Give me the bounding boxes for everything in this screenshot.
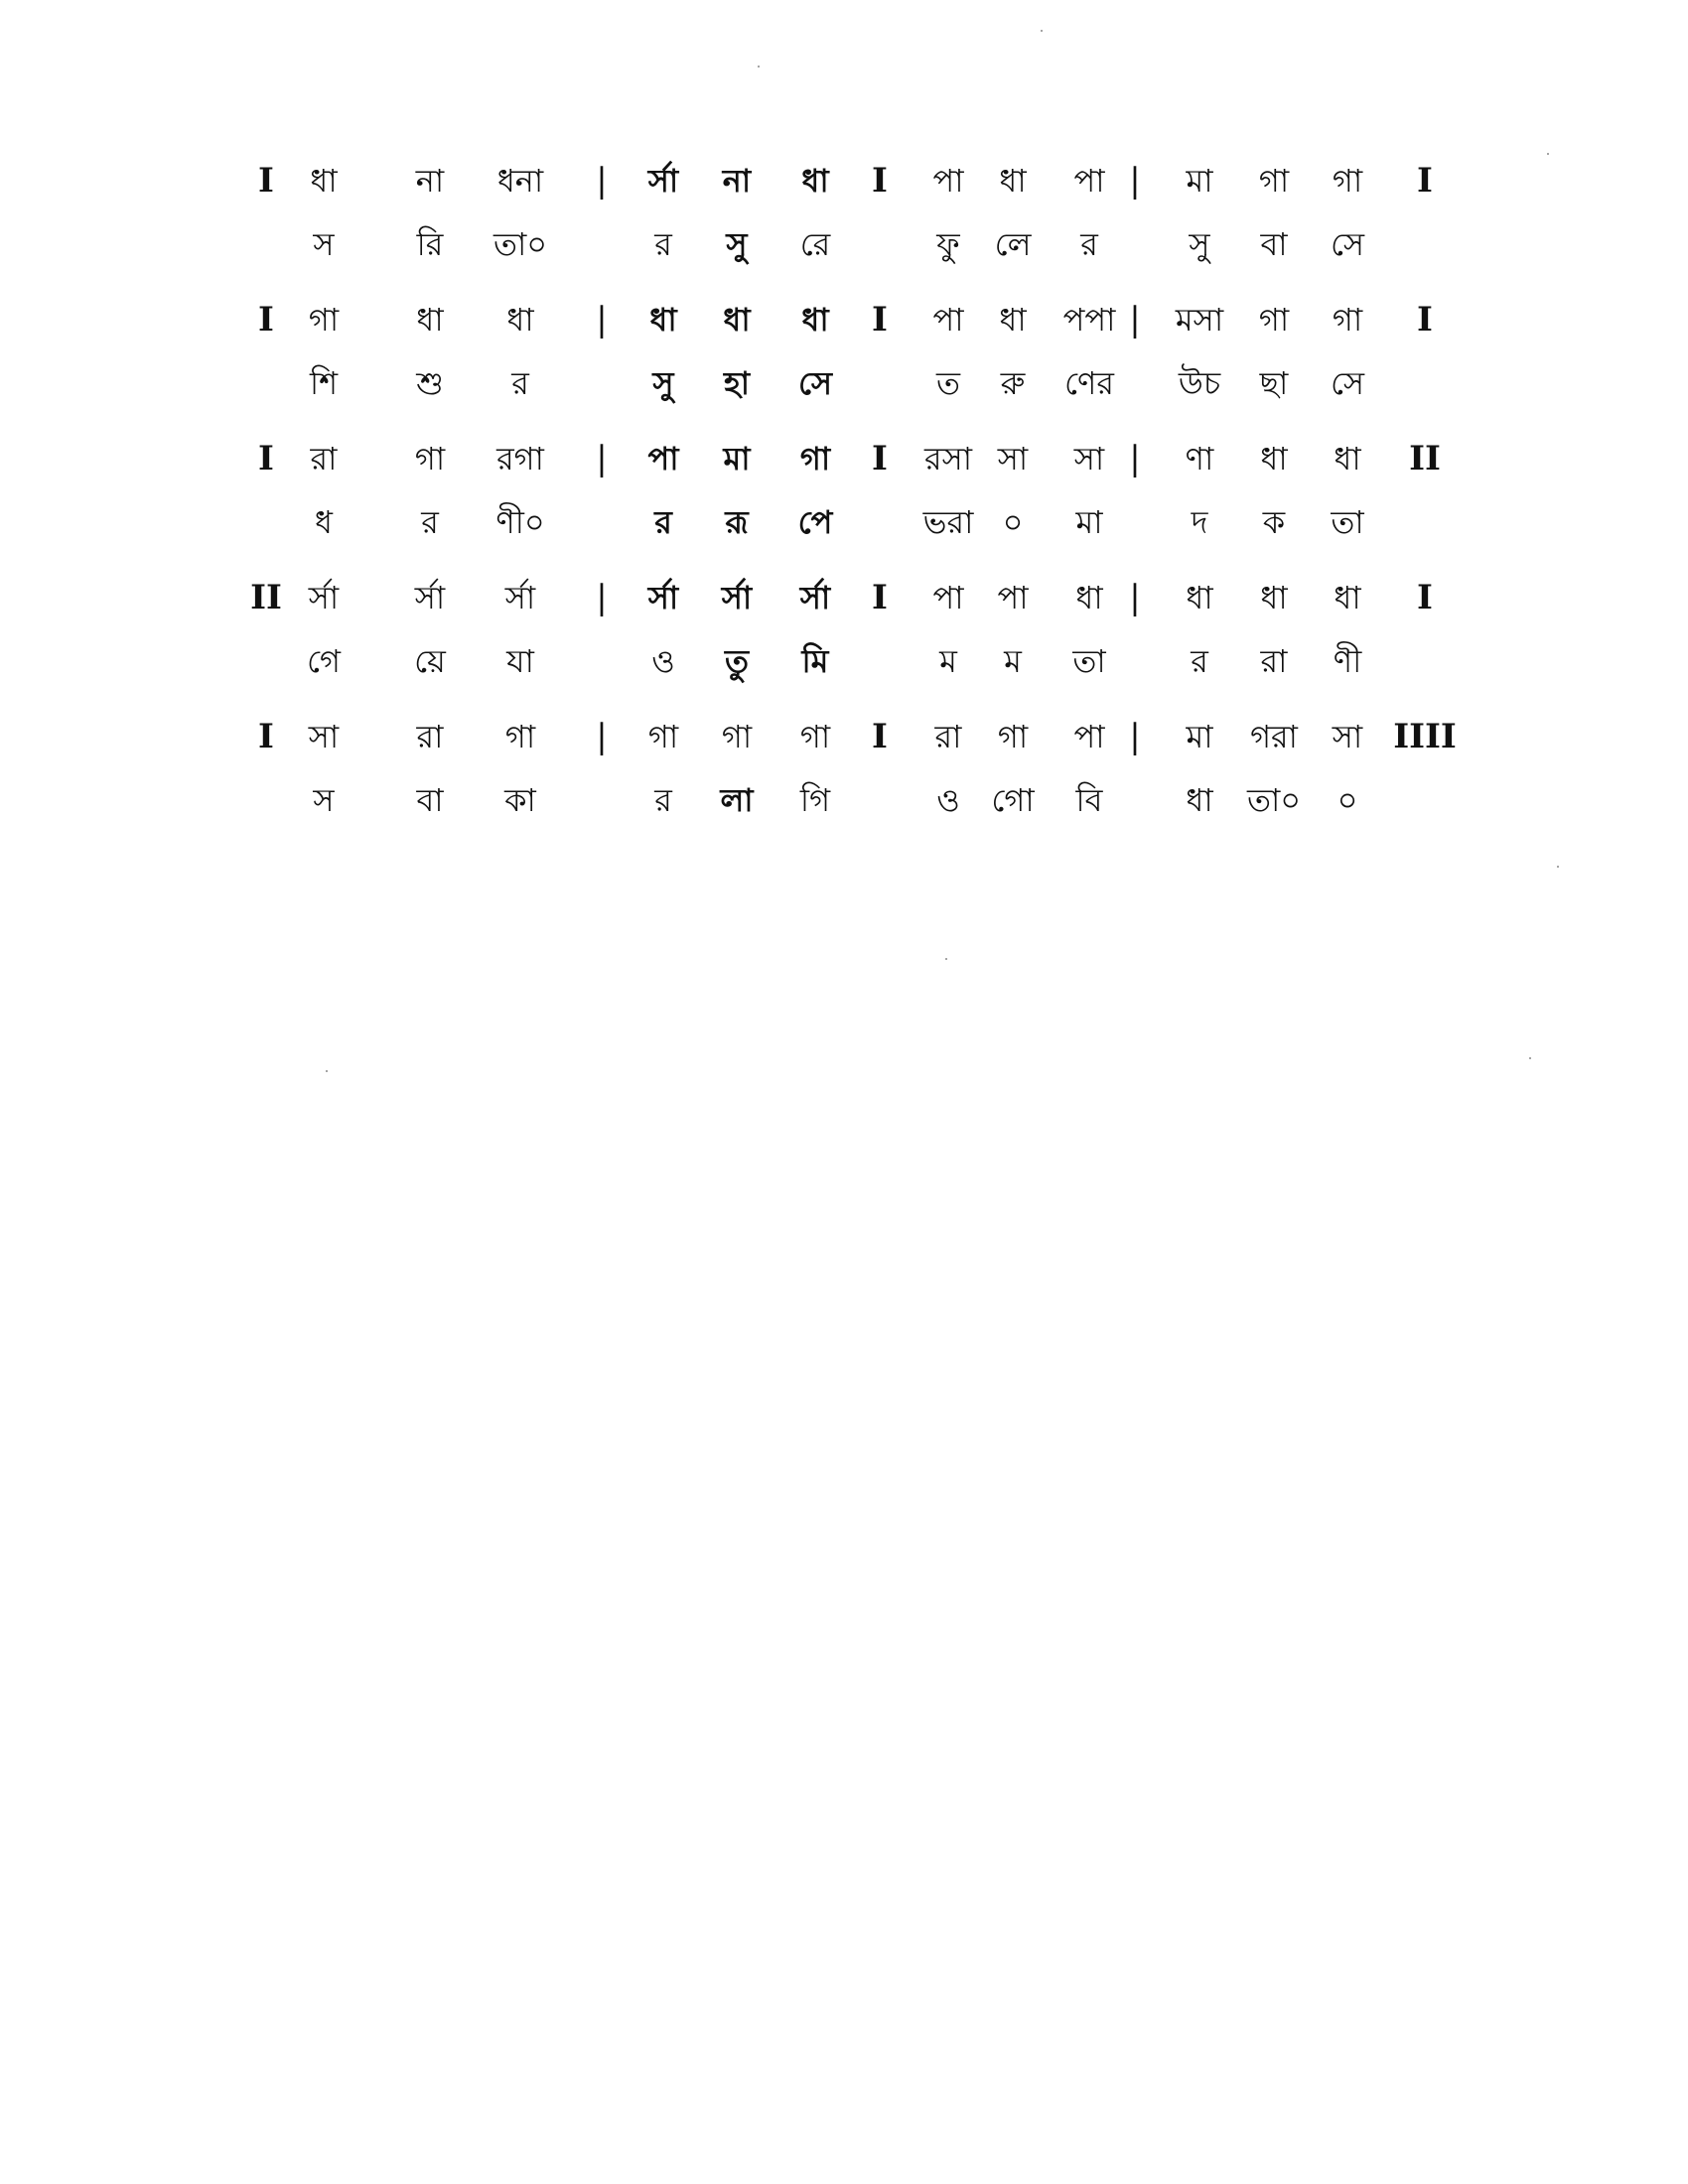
bar-line: I [872, 161, 888, 201]
lyric-syllable: শু [416, 364, 444, 402]
swara-note: গা [1258, 162, 1290, 200]
swara-note: রা [934, 718, 962, 755]
scan-speck [326, 1070, 328, 1072]
lyric-syllable: রি [416, 225, 444, 263]
lyric-syllable: ও [936, 781, 960, 819]
swara-note: গা [504, 718, 536, 755]
lyric-syllable: লে [994, 225, 1032, 263]
lyric-line [248, 361, 1460, 405]
lyric-syllable: ক [1262, 503, 1286, 541]
lyric-syllable: ধা [1186, 781, 1213, 819]
swara-note: না [722, 162, 752, 200]
lyric-syllable: রা [1260, 642, 1288, 680]
swara-note: গা [997, 718, 1029, 755]
lyric-syllable: সু [1189, 225, 1210, 263]
swara-note: রা [416, 718, 444, 755]
bar-line: I [872, 578, 888, 617]
swara-note: মা [723, 440, 751, 478]
lyric-syllable: ছা [1259, 364, 1289, 402]
lyric-syllable: তা [1072, 642, 1106, 680]
lyric-syllable: বি [1075, 781, 1103, 819]
swara-note: র্সা [799, 579, 831, 616]
lyric-syllable: মা [1075, 503, 1103, 541]
bar-line: | [1129, 578, 1141, 617]
bar-line: | [596, 578, 608, 617]
line-end-bar: I [1417, 578, 1433, 617]
bar-line: I [872, 717, 888, 756]
note-line [248, 437, 1460, 480]
swara-note: ধা [506, 301, 534, 339]
swara-note: ধা [1186, 579, 1213, 616]
lyric-syllable: বা [1260, 225, 1288, 263]
lyric-syllable: তু [724, 642, 750, 680]
lyric-syllable: র [1191, 642, 1208, 680]
lyric-syllable: গি [799, 781, 831, 819]
swara-note: ধা [999, 301, 1027, 339]
swara-note: পা [1073, 718, 1105, 755]
bar-line: | [1129, 717, 1141, 756]
swara-note: র্সা [647, 162, 679, 200]
lyric-syllable: ০ [1336, 781, 1358, 819]
swara-note: ধা [416, 301, 444, 339]
lyric-syllable: ভরা [922, 503, 974, 541]
swara-note: গা [1258, 301, 1290, 339]
lyric-syllable: রূ [725, 503, 749, 541]
lyric-syllable: যা [506, 642, 534, 680]
lyric-syllable: ণের [1064, 364, 1114, 402]
swara-note: সা [1073, 440, 1105, 478]
swara-note: গা [799, 718, 831, 755]
lyric-syllable: য়ে [414, 642, 446, 680]
lyric-syllable: মি [801, 642, 829, 680]
lyric-syllable: গো [991, 781, 1035, 819]
scan-speck [1547, 153, 1549, 155]
lyric-syllable: র [421, 503, 439, 541]
swara-note: র্সা [504, 579, 536, 616]
swara-note: মা [1186, 162, 1213, 200]
swara-note: রসা [923, 440, 973, 478]
lyric-syllable: ম [939, 642, 957, 680]
lyric-syllable: র [654, 781, 672, 819]
lyric-line [248, 222, 1460, 266]
lyric-syllable: ধ [315, 503, 333, 541]
lyric-syllable: সে [797, 364, 833, 402]
lyric-syllable: রে [799, 225, 831, 263]
swara-note: পা [932, 301, 964, 339]
bar-line: | [596, 161, 608, 201]
swara-note: মসা [1175, 301, 1224, 339]
note-line [248, 576, 1460, 619]
lyric-syllable: র [511, 364, 529, 402]
swara-note: ধা [310, 162, 338, 200]
line-start-bar: I [258, 300, 274, 340]
scan-speck [1041, 30, 1043, 32]
lyric-syllable: ণী [1333, 642, 1362, 680]
lyric-syllable: রু [1000, 364, 1026, 402]
scan-speck [1557, 866, 1559, 868]
note-line [248, 298, 1460, 341]
swara-note: ধা [723, 301, 751, 339]
swara-note: সা [1332, 718, 1363, 755]
swara-note: গরা [1250, 718, 1298, 755]
swara-note: পা [1073, 162, 1105, 200]
line-end-bar: IIII [1393, 717, 1457, 756]
bar-line: I [872, 439, 888, 478]
lyric-syllable: স [313, 225, 335, 263]
lyric-syllable: ত [935, 364, 961, 402]
lyric-line [248, 639, 1460, 683]
swara-note: ধা [801, 301, 829, 339]
lyric-syllable: সে [1330, 364, 1365, 402]
swara-note: রগা [496, 440, 544, 478]
swara-note: পপা [1062, 301, 1116, 339]
swara-note: ধা [1334, 440, 1361, 478]
scan-speck [945, 958, 947, 960]
lyric-syllable: ম [1004, 642, 1022, 680]
swara-note: রা [310, 440, 338, 478]
swara-note: পা [932, 162, 964, 200]
lyric-syllable: দ [1191, 503, 1208, 541]
lyric-syllable: ফু [936, 225, 960, 263]
swara-note: ধা [649, 301, 677, 339]
swara-note: গা [414, 440, 446, 478]
swara-note: র্সা [414, 579, 446, 616]
lyric-syllable: তা০ [1246, 781, 1302, 819]
lyric-syllable: গে [307, 642, 341, 680]
line-start-bar: I [258, 439, 274, 478]
lyric-syllable: শি [309, 364, 339, 402]
bar-line: | [596, 439, 608, 478]
lyric-syllable: স [313, 781, 335, 819]
lyric-syllable: পে [797, 503, 833, 541]
swara-note: গা [1332, 301, 1363, 339]
lyric-syllable: ও [651, 642, 675, 680]
lyric-syllable: ০ [1002, 503, 1024, 541]
note-line [248, 715, 1460, 758]
lyric-syllable: হা [723, 364, 751, 402]
lyric-syllable: র [1080, 225, 1098, 263]
lyric-syllable: র [654, 503, 672, 541]
line-start-bar: I [258, 717, 274, 756]
swara-note: গা [308, 301, 340, 339]
line-end-bar: I [1417, 300, 1433, 340]
swara-note: ধা [1260, 440, 1288, 478]
lyric-syllable: সু [652, 364, 674, 402]
swara-note: ধা [999, 162, 1027, 200]
bar-line: | [596, 717, 608, 756]
swara-note: না [415, 162, 445, 200]
swara-note: মা [1186, 718, 1213, 755]
swara-note: ধা [801, 162, 829, 200]
swara-note: ধা [1334, 579, 1361, 616]
swara-note: ধা [1260, 579, 1288, 616]
lyric-line [248, 500, 1460, 544]
note-line [248, 159, 1460, 203]
swara-note: পা [932, 579, 964, 616]
swara-note: র্সা [647, 579, 679, 616]
line-end-bar: II [1409, 439, 1441, 478]
scan-speck [758, 66, 760, 68]
swara-note: গা [647, 718, 679, 755]
swara-note: ধনা [496, 162, 544, 200]
swara-note: পা [647, 440, 679, 478]
lyric-syllable: সে [1330, 225, 1365, 263]
lyric-syllable: লা [720, 781, 754, 819]
bar-line: | [596, 300, 608, 340]
bar-line: | [1129, 300, 1141, 340]
swara-note: সা [308, 718, 340, 755]
line-start-bar: I [258, 161, 274, 201]
lyric-line [248, 778, 1460, 822]
line-start-bar: II [250, 578, 282, 617]
bar-line: I [872, 300, 888, 340]
swara-note: র্সা [308, 579, 340, 616]
swara-note: ধা [1075, 579, 1103, 616]
lyric-syllable: উচ [1178, 364, 1221, 402]
scan-speck [1529, 1057, 1531, 1059]
lyric-syllable: তা [1331, 503, 1364, 541]
lyric-syllable: ণী০ [495, 503, 545, 541]
bar-line: | [1129, 439, 1141, 478]
swara-note: সা [997, 440, 1029, 478]
lyric-syllable: সু [726, 225, 748, 263]
lyric-syllable: বা [416, 781, 444, 819]
swara-note: পা [997, 579, 1029, 616]
swara-note: গা [799, 440, 831, 478]
lyric-syllable: তা০ [492, 225, 548, 263]
swara-note: গা [721, 718, 753, 755]
swara-note: র্সা [721, 579, 753, 616]
lyric-syllable: র [654, 225, 672, 263]
line-end-bar: I [1417, 161, 1433, 201]
swara-note: গা [1332, 162, 1363, 200]
lyric-syllable: কা [504, 781, 536, 819]
swara-note: ণা [1185, 440, 1214, 478]
bar-line: | [1129, 161, 1141, 201]
